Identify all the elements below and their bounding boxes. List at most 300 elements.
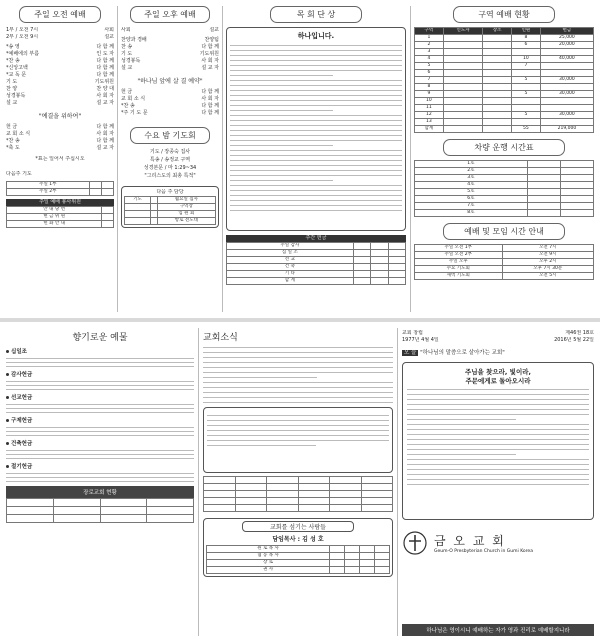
table-cell: 3 <box>415 48 444 55</box>
table-cell <box>540 118 593 125</box>
table-cell <box>235 491 267 498</box>
table-row <box>415 174 594 181</box>
order-item-label: *교 독 문 <box>6 72 27 78</box>
text-line <box>407 464 589 465</box>
table-cell <box>443 76 482 83</box>
table-row <box>227 271 406 278</box>
table-cell <box>360 546 375 553</box>
bullet-icon <box>6 396 9 399</box>
table-cell <box>483 90 512 97</box>
offering-section-title <box>6 347 194 355</box>
issue-date: 2016년 5월 22일 <box>554 337 594 343</box>
table-cell: 9 <box>415 90 444 97</box>
table-cell <box>443 104 482 111</box>
table-cell <box>298 498 330 505</box>
offerings-sections <box>6 347 194 482</box>
worship-order-row <box>121 44 219 51</box>
order-item-label: *찬 송 <box>6 58 20 64</box>
text-line <box>407 439 589 440</box>
order-item-label: 성경봉독 <box>6 93 26 99</box>
order-item-person: 설 교 자 <box>201 65 219 71</box>
table-row <box>207 560 390 567</box>
pastor-column <box>226 0 406 318</box>
news-schedule-table <box>203 476 393 512</box>
table-cell <box>443 118 482 125</box>
table-row <box>415 48 594 55</box>
table-cell: 건 축 <box>227 264 354 271</box>
column-header: 헌금 <box>540 28 593 35</box>
table-cell <box>102 207 114 214</box>
offering-name-list <box>6 358 194 367</box>
order-item-label: *신앙고백 <box>6 65 28 71</box>
text-line <box>407 449 589 450</box>
order-item-person: 다 함 께 <box>96 58 114 64</box>
table-row <box>227 257 406 264</box>
table-cell: 2호 <box>415 167 528 174</box>
table-row <box>415 244 594 251</box>
table-cell <box>330 491 362 498</box>
table-cell <box>89 182 101 189</box>
church-name: 금 오 교 회 <box>434 534 506 548</box>
table-cell <box>353 250 370 257</box>
next-week-title: 다음 주 담당 <box>156 189 184 195</box>
car-schedule-title: 차량 운행 시간표 <box>443 139 565 156</box>
order-item-label: 헌 금 <box>121 89 133 95</box>
wednesday-prayer-details <box>121 148 219 180</box>
table-cell <box>371 271 388 278</box>
worship-order-row <box>6 131 114 138</box>
table-row <box>7 189 114 196</box>
table-cell <box>345 553 360 560</box>
table-row <box>415 41 594 48</box>
order-item-label: *예배에의 부름 <box>6 51 40 57</box>
table-cell <box>361 505 393 512</box>
table-row <box>125 204 216 211</box>
afternoon-preacher: 설교 <box>209 27 219 33</box>
text-line <box>407 389 589 390</box>
table-cell <box>443 125 482 132</box>
table-cell <box>512 69 541 76</box>
worship-order-row <box>121 110 219 117</box>
table-cell <box>102 214 114 221</box>
founding-label: 교회 창립 <box>402 330 423 336</box>
worship-order-row <box>6 145 114 152</box>
text-line <box>230 60 402 61</box>
table-cell <box>204 491 236 498</box>
worship-order-row <box>6 51 114 58</box>
service-times <box>6 27 114 34</box>
table-row <box>415 181 594 188</box>
table-cell: 주일 감사 <box>227 243 354 250</box>
table-cell: 10 <box>415 97 444 104</box>
table-cell <box>527 160 560 167</box>
notice-text <box>207 415 389 446</box>
notice-box <box>203 407 393 473</box>
table-cell <box>540 97 593 104</box>
district-table <box>414 27 594 133</box>
table-cell <box>151 218 158 225</box>
order-item-person: 사 회 자 <box>96 131 114 137</box>
church-logo-icon <box>402 530 428 556</box>
afternoon-service-column <box>121 0 219 318</box>
worship-order-row <box>6 93 114 100</box>
table-cell: 1 <box>415 34 444 41</box>
afternoon-leads <box>121 27 219 34</box>
table-row <box>415 34 594 41</box>
text-line <box>230 115 402 116</box>
text-line <box>230 180 333 181</box>
table-row <box>415 160 594 167</box>
table-cell <box>298 477 330 484</box>
table-cell <box>512 104 541 111</box>
table-cell <box>330 498 362 505</box>
table-cell: 2 <box>415 41 444 48</box>
order-item-person: 다 함 께 <box>96 72 114 78</box>
table-cell: 안 내 당 번 <box>7 207 102 214</box>
table-cell <box>375 567 390 574</box>
text-line <box>407 479 589 480</box>
column-divider <box>222 6 223 312</box>
afternoon-order-list <box>121 37 219 72</box>
table-cell: 권 사 <box>207 567 330 574</box>
table-cell <box>345 567 360 574</box>
table-cell <box>298 505 330 512</box>
table-cell <box>483 69 512 76</box>
table-cell: 임 원 회 <box>157 211 215 218</box>
offering-name-list <box>6 450 194 459</box>
church-identity <box>402 530 594 556</box>
table-cell <box>204 505 236 512</box>
table-row <box>415 125 594 132</box>
table-cell <box>345 546 360 553</box>
table-cell <box>527 188 560 195</box>
text-line <box>203 402 393 403</box>
table-row <box>415 90 594 97</box>
table-row <box>415 76 594 83</box>
table-cell: 오전 5시 <box>502 272 593 279</box>
table-cell <box>151 211 158 218</box>
table-cell <box>483 41 512 48</box>
motto-label: 오 늘 <box>404 350 417 356</box>
text-line <box>203 352 393 353</box>
text-line <box>230 200 402 201</box>
table-cell <box>125 218 151 225</box>
table-row <box>207 546 390 553</box>
worship-order-row <box>121 51 219 58</box>
motto-line <box>402 348 594 356</box>
offering-name-list <box>6 381 194 390</box>
table-cell <box>527 181 560 188</box>
morning-service-column <box>6 0 114 318</box>
table-cell: 12 <box>415 111 444 118</box>
table-cell: 항로 전도대 <box>157 218 215 225</box>
table-cell <box>204 498 236 505</box>
text-line <box>230 195 402 196</box>
table-cell <box>443 41 482 48</box>
text-line <box>203 377 317 378</box>
text-line <box>230 140 402 141</box>
order-item-label: 기 도 <box>121 51 133 57</box>
table-row <box>415 188 594 195</box>
table-row <box>415 83 594 90</box>
serve-table <box>6 206 114 228</box>
table-cell: 1호 <box>415 160 528 167</box>
order-item-label: 설 교 <box>6 100 18 106</box>
order-item-label: 찬 송 <box>121 44 133 50</box>
text-line <box>203 382 393 383</box>
table-cell <box>371 278 388 285</box>
prayer-meeting-line: "그리스도의 최총 특적" <box>144 173 196 179</box>
table-row <box>125 211 216 218</box>
table-cell <box>101 182 113 189</box>
text-line <box>203 392 393 393</box>
table-cell <box>388 271 405 278</box>
table-cell: 6 <box>512 41 541 48</box>
table-row <box>415 195 594 202</box>
table-row <box>415 62 594 69</box>
order-item-person: 사 회 자 <box>96 93 114 99</box>
table-cell <box>388 278 405 285</box>
table-cell <box>443 55 482 62</box>
table-cell: 7호 <box>415 202 528 209</box>
table-cell <box>235 498 267 505</box>
table-cell <box>388 243 405 250</box>
text-line <box>6 431 194 432</box>
table-cell: 219,000 <box>540 125 593 132</box>
text-line <box>207 425 389 426</box>
table-cell: 기도 <box>125 197 151 204</box>
column-header: 장소 <box>483 28 512 35</box>
table-cell: 주일 오후 <box>415 258 503 265</box>
table-cell: 오후 7시 30분 <box>502 265 593 272</box>
worship-order-row <box>121 103 219 110</box>
table-cell: 오전 9시 <box>502 251 593 258</box>
bullet-icon <box>6 350 9 353</box>
table-cell <box>345 560 360 567</box>
order-item-person: 다 함 께 <box>96 44 114 50</box>
table-cell <box>371 264 388 271</box>
table-cell <box>353 278 370 285</box>
offering-section-label: 건축헌금 <box>11 441 33 447</box>
table-cell <box>267 484 299 491</box>
table-cell: 협 동 목 사 <box>207 553 330 560</box>
table-cell <box>330 505 362 512</box>
table-cell: 십 일 조 <box>227 250 354 257</box>
order-item-label: *축 도 <box>6 145 20 151</box>
morning-order-list <box>6 44 114 107</box>
worship-order-row <box>6 79 114 86</box>
table-cell: 5호 <box>415 188 528 195</box>
table-cell <box>204 484 236 491</box>
order-item-label: 찬 양 <box>6 86 18 92</box>
table-cell <box>360 567 375 574</box>
table-row <box>227 278 406 285</box>
table-cell <box>483 62 512 69</box>
meeting-times-table <box>414 244 594 280</box>
table-cell: 선 교 <box>227 257 354 264</box>
next-week-table <box>124 196 216 225</box>
poem-box <box>402 362 594 520</box>
table-cell: 기 타 <box>227 271 354 278</box>
serve-table-title: 주일 예배 봉사위원 <box>6 199 114 206</box>
table-row <box>7 221 114 228</box>
table-cell <box>125 204 151 211</box>
staff-box-title: 교회를 섬기는 사람들 <box>242 521 354 532</box>
table-cell <box>443 97 482 104</box>
table-cell <box>483 104 512 111</box>
table-cell <box>388 264 405 271</box>
order-item-person: 기도위원 <box>94 79 114 85</box>
text-line <box>407 434 589 435</box>
text-line <box>6 366 194 367</box>
pastor-essay-box <box>226 27 406 231</box>
service-small-table <box>6 181 114 196</box>
table-cell <box>540 83 593 90</box>
column-divider <box>397 328 398 636</box>
worship-order-row <box>6 44 114 51</box>
offering-section-title <box>6 370 194 378</box>
table-cell: 주일 오전 2부 <box>415 251 503 258</box>
table-row <box>204 477 393 484</box>
offering-section-title <box>6 416 194 424</box>
table-cell <box>540 62 593 69</box>
table-cell <box>483 111 512 118</box>
motto-quote: "하나님의 말씀으로 살아가는 교회" <box>420 350 505 356</box>
text-line <box>230 70 402 71</box>
table-row <box>125 197 216 204</box>
table-cell <box>527 209 560 216</box>
news-list <box>203 347 393 403</box>
order-item-person: 인 도 자 <box>96 51 114 57</box>
text-line <box>6 427 194 428</box>
text-line <box>230 155 402 156</box>
text-line <box>407 399 589 400</box>
pastor-column-title: 목 회 단 상 <box>270 6 362 23</box>
church-english-name: Geum-O Presbyterian Church in Gumi Korea <box>434 549 533 554</box>
order-item-label: *주 기 도 문 <box>121 110 148 116</box>
text-line <box>207 430 389 431</box>
cover-dates-2 <box>402 337 594 344</box>
text-line <box>407 419 516 420</box>
table-cell <box>235 477 267 484</box>
table-cell: 수요 기도회 <box>415 265 503 272</box>
text-line <box>230 170 402 171</box>
order-item-label: *송 영 <box>6 44 20 50</box>
text-line <box>230 125 402 126</box>
table-cell: 55 <box>512 125 541 132</box>
table-cell: 30,000 <box>540 90 593 97</box>
order-item-person: 다 함 께 <box>96 138 114 144</box>
order-item-label: *찬 송 <box>6 138 20 144</box>
table-cell: 40,000 <box>540 55 593 62</box>
table-cell <box>330 553 345 560</box>
table-cell <box>371 257 388 264</box>
table-cell <box>267 477 299 484</box>
prayer-meeting-line: 특송 / 송정교 구역 <box>149 157 191 163</box>
table-row <box>204 505 393 512</box>
table-cell: 합계 <box>415 125 444 132</box>
founding-date: 1977년 4월 4일 <box>402 337 439 343</box>
text-line <box>207 435 389 436</box>
text-line <box>6 404 194 405</box>
table-cell <box>560 202 593 209</box>
text-line <box>230 55 402 56</box>
table-row <box>415 118 594 125</box>
table-cell: 주일 2부 <box>7 189 90 196</box>
text-line <box>6 477 194 478</box>
cover-footer-banner: 하나님은 영이시니 예배하는 자가 영과 진리로 예배할지니라 <box>402 624 594 636</box>
table-cell <box>371 243 388 250</box>
table-cell <box>483 125 512 132</box>
senior-pastor: 담임목사 : 김 성 호 <box>272 536 324 543</box>
text-line <box>6 408 194 409</box>
table-cell <box>443 83 482 90</box>
column-divider <box>410 6 411 312</box>
text-line <box>230 210 402 211</box>
table-cell <box>443 90 482 97</box>
table-cell <box>540 104 593 111</box>
order-item-person: 설 교 자 <box>96 100 114 106</box>
table-cell: 11 <box>415 104 444 111</box>
poem-title: 주님을 찾으라, 빛이라, 주문에게로 돌아오시라 <box>465 368 531 385</box>
worship-order-row <box>6 72 114 79</box>
order-item-person: 다 함 께 <box>96 124 114 130</box>
table-cell <box>330 560 345 567</box>
table-cell <box>101 189 113 196</box>
text-line <box>407 424 589 425</box>
table-cell: 3호 <box>415 174 528 181</box>
table-cell: 10 <box>512 55 541 62</box>
text-line <box>230 135 402 136</box>
worship-order-row <box>6 65 114 72</box>
text-line <box>407 484 589 485</box>
table-cell <box>483 118 512 125</box>
district-column <box>414 0 594 318</box>
text-line <box>230 45 402 46</box>
table-cell <box>560 174 593 181</box>
table-cell <box>361 491 393 498</box>
table-cell <box>375 546 390 553</box>
table-cell <box>125 211 151 218</box>
service-times-2 <box>6 34 114 41</box>
table-row <box>207 567 390 574</box>
text-line <box>230 110 333 111</box>
column-header: 구역 <box>415 28 444 35</box>
table-cell <box>560 195 593 202</box>
table-cell <box>353 243 370 250</box>
text-line <box>230 85 402 86</box>
text-line <box>6 435 194 436</box>
table-cell: 헌 화 안 내 <box>7 221 102 228</box>
table-cell: 월요일 집사 <box>157 197 215 204</box>
table-cell <box>371 250 388 257</box>
table-row <box>227 250 406 257</box>
bullet-icon <box>6 442 9 445</box>
table-row <box>415 209 594 216</box>
table-cell: 7 <box>512 62 541 69</box>
table-row <box>204 484 393 491</box>
text-line <box>6 385 194 386</box>
text-line <box>230 130 402 131</box>
text-line <box>6 362 194 363</box>
table-cell <box>560 209 593 216</box>
next-week-box <box>121 186 219 228</box>
offering-section-label: 십일조 <box>11 349 27 355</box>
afternoon-sermon-title: "하나님 앞에 살 결 예약" <box>137 78 203 85</box>
table-cell <box>540 48 593 55</box>
text-line <box>207 440 389 441</box>
table-cell <box>560 181 593 188</box>
